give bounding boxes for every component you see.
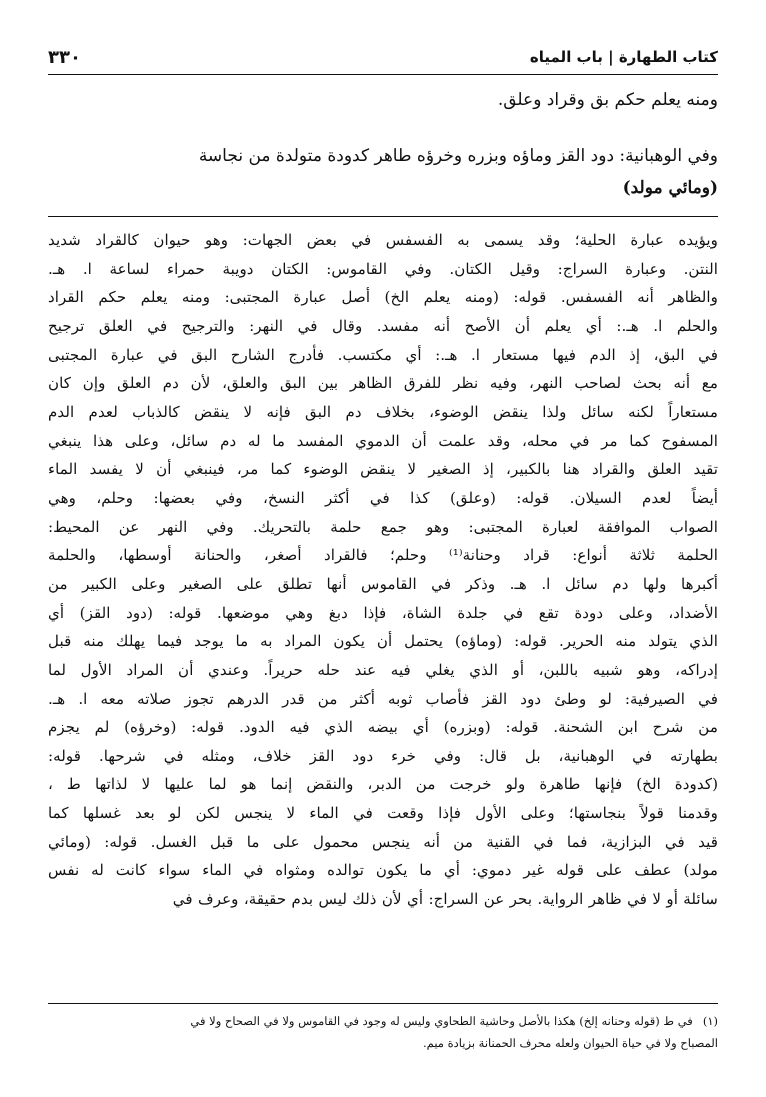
commentary-line: والحلم ا. هـ.: أي يعلم أن الأصح أنه مفسد. وقال في النهر: والترجيح في العلق ترجيح bbox=[48, 316, 718, 335]
commentary-line: أكبرها ولها دم سائل ا. هـ. وذكر في القاموس أنها تطلق على الصغير وعلى الكبير من bbox=[48, 574, 718, 593]
footnote-line-1: في ط (قوله وحنانه إلخ) هكذا بالأصل وحاشية الطحاوي وليس له وجود في القاموس ولا في الصحاح ولا في bbox=[190, 1014, 693, 1028]
commentary-line: تقيد العلق والقراد هنا بالكبير، إذ الصغير لا ينقض الوضوء كما مر، فينبغي أن لا يفسد الماء bbox=[48, 460, 718, 479]
section-divider bbox=[48, 216, 718, 217]
main-text-line-3: (ومائي مولد) bbox=[622, 178, 718, 198]
page-header bbox=[48, 40, 718, 75]
commentary-line: قيد في البزازية، فما في القنية من أنه ينجس محمول على ما قبل الغسل. قوله: (ومائي bbox=[48, 832, 718, 851]
commentary-line: وقدمنا قولاً بنجاستها؛ وعلى الأول فإذا وقعت في الماء لا ينجس لكن لو بعد غسلها كما bbox=[48, 804, 718, 823]
footnote-divider bbox=[48, 1003, 718, 1004]
commentary-line: سائلة أو لا في ظاهر الرواية. بحر عن السراج: أي لأن ذلك ليس بدم حقيقة، وعرف في bbox=[172, 890, 718, 909]
commentary-line: المسفوح كما مر في محله، وقد علمت أن الدموي المفسد ما له دم سائل، وعلى هذا ينبغي bbox=[48, 431, 718, 450]
commentary-line: في البق، إذ الدم فيها مستعار ا. هـ.: أي مكتسب. فأدرج الشارح البق في عبارة المجتبى bbox=[48, 345, 718, 364]
commentary-line: (كدودة الخ) فإنها طاهرة ولو خرجت من الدبر، والنقض إنما هو لما عليها لا لذاتها ط ، bbox=[48, 775, 718, 794]
main-text-line-1: ومنه يعلم حكم بق وقراد وعلق. bbox=[497, 90, 718, 110]
commentary-line: إدراكه، وهو شبيه باللبن، أو الذي يغلي فيه عند حله حريراً. وعندي أن المراد الأول لما bbox=[48, 660, 718, 679]
commentary-line: ويؤيده عبارة الحلية؛ وقد يسمى به الفسفس في بعض الجهات: وهو حيوان كالقراد شديد bbox=[48, 231, 718, 249]
commentary-line: مستعاراً لكنه سائل ولذا ينقض الوضوء، بخلاف دم البق فإنه لا ينقض كالذباب لعدم الدم bbox=[48, 402, 718, 421]
main-text-block bbox=[48, 140, 718, 204]
commentary-line: في الصيرفية: لو وطئ دود القز فأصاب ثوبه أكثر من قدر الدرهم تجوز صلاته معه ا. هـ. bbox=[48, 689, 718, 708]
footnote-line-2: المصباح ولا في حياة الحيوان ولعله محرف الحمنانة بزيادة ميم. bbox=[423, 1036, 718, 1050]
footnote-1 bbox=[48, 1010, 718, 1032]
running-title: كتاب الطهارة | باب المياه bbox=[529, 48, 718, 66]
commentary-line: النتن. وعبارة السراج: وقيل الكتان. وفي القاموس: الكتان دويبة حمراء لساعة ا. هـ. bbox=[48, 259, 718, 278]
commentary-line: الأضداد، وعلى دودة تقع في جلدة الشاة، فإذا دبغ وهي موضعها. قوله: (دود القز) أي bbox=[48, 603, 718, 622]
commentary-block bbox=[48, 226, 718, 914]
commentary-line: بطهارته في الوهبانية، بل قال: وفي خرء دود القز خلاف، ومثله في شرحها. قوله: bbox=[48, 746, 718, 765]
page-number: ٣٣٠ bbox=[48, 46, 81, 68]
commentary-line: مع أنه بحث لصاحب النهر، وفيه نظر للفرق الظاهر بين البق والعلق، لأن دم العلق وإن كان bbox=[48, 374, 718, 393]
footnote-marker: (١) bbox=[702, 1014, 718, 1028]
commentary-line: الصواب الموافقة لعبارة المجتبى: وهو جمع حلمة بالتحريك. وفي النهر عن المحيط: bbox=[48, 517, 718, 536]
commentary-line: من شرح ابن الشحنة. قوله: (وبزره) أي بيضه الذي فيه الدود. قوله: (وخرؤه) لم يجزم bbox=[48, 718, 718, 737]
commentary-line: أيضاً لعدم السيلان. قوله: (وعلق) كذا في أكثر النسخ، وفي بعضها: وحلم، وهي bbox=[48, 488, 718, 507]
commentary-line: مولد) عطف على قوله غير دموي: أي ما يكون توالده ومثواه في الماء سواء كانت له نفس bbox=[48, 861, 718, 880]
footnotes-block bbox=[48, 1010, 718, 1054]
commentary-line: الذي يتولد منه الحرير. قوله: (وماؤه) يحتمل أن يكون المراد به ما يوجد فيما يهلك منه قبل bbox=[48, 632, 718, 651]
main-text-line-2: وفي الوهبانية: دود القز وماؤه وبزره وخرؤه طاهر كدودة متولدة من نجاسة bbox=[198, 146, 718, 166]
commentary-line: الحلمة ثلاثة أنواع: قراد وحنانة⁽¹⁾ وحلم؛ فالقراد أصغر، والحنانة أوسطها، والحلمة bbox=[48, 546, 718, 565]
commentary-line: والظاهر أنه الفسفس. قوله: (ومنه يعلم الخ) أصل عبارة المجتبى: ومنه يعلم حكم القراد bbox=[48, 288, 718, 307]
